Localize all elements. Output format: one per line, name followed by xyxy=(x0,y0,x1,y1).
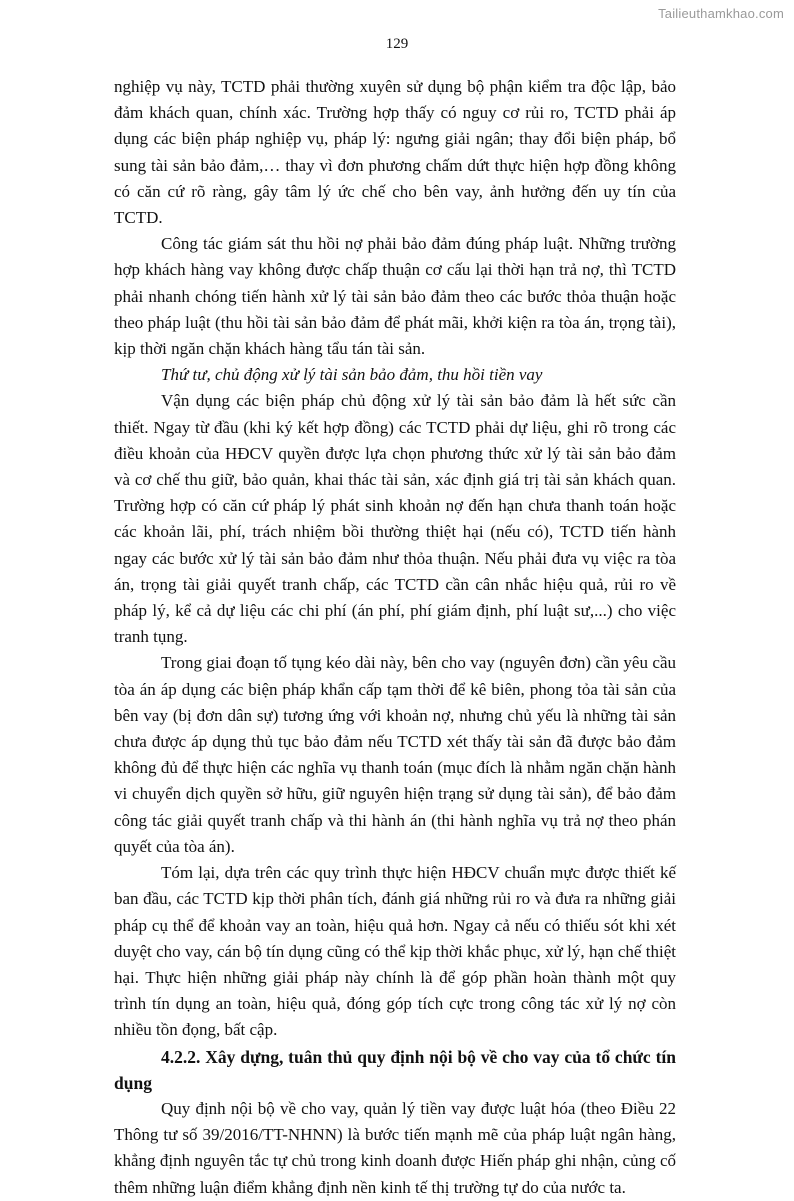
watermark: Tailieuthamkhao.com xyxy=(658,6,784,21)
page-number: 129 xyxy=(385,36,409,52)
document-body xyxy=(114,74,676,1201)
subheading-fourth: Thứ tư, chủ động xử lý tài sản bảo đảm, thu hồi tiền vay xyxy=(161,365,543,385)
paragraph-continuation: nghiệp vụ này, TCTD phải thường xuyên sử dụng bộ phận kiểm tra độc lập, bảo đảm khách quan, chính xác. Trường hợp thấy có nguy cơ rủi ro, TCTD phải áp dụng các biện pháp nghiệp vụ, pháp lý: ngưng giải ngân; thay đổi biện pháp, bổ sung tài sản bảo đảm,… thay vì đơn phương chấm dứt thực hiện hợp đồng không có căn cứ rõ ràng, gây tâm lý ức chế cho bên vay, ảnh hưởng đến uy tín của TCTD. xyxy=(114,77,676,228)
paragraph-debt-supervision: Công tác giám sát thu hồi nợ phải bảo đảm đúng pháp luật. Những trường hợp khách hàng vay không được chấp thuận cơ cấu lại thời hạn trả nợ, thì TCTD phải nhanh chóng tiến hành xử lý tài sản bảo đảm theo các bước thỏa thuận hoặc theo pháp luật (thu hồi tài sản bảo đảm để phát mãi, khởi kiện ra tòa án, trọng tài), kịp thời ngăn chặn khách hàng tẩu tán tài sản. xyxy=(114,234,676,359)
paragraph-collateral-handling: Vận dụng các biện pháp chủ động xử lý tài sản bảo đảm là hết sức cần thiết. Ngay từ đầu (khi ký kết hợp đồng) các TCTD phải dự liệu, ghi rõ trong các điều khoản của HĐCV quyền được lựa chọn phương thức xử lý tài sản bảo đảm và cơ chế thu giữ, bảo quản, khai thác tài sản, xác định giá trị tài sản khách quan. Trường hợp có căn cứ pháp lý phát sinh khoản nợ đến hạn chưa thanh toán hoặc các khoản lãi, phí, trách nhiệm bồi thường thiệt hại (nếu có), TCTD tiến hành ngay các bước xử lý tài sản bảo đảm như thỏa thuận. Nếu phải đưa vụ việc ra tòa án, trọng tài giải quyết tranh chấp, các TCTD cần cân nhắc hiệu quả, rủi ro về pháp lý, kể cả dự liệu các chi phí (án phí, phí giám định, phí luật sư,...) cho việc tranh tụng. xyxy=(114,391,676,647)
paragraph-summary: Tóm lại, dựa trên các quy trình thực hiện HĐCV chuẩn mực được thiết kế ban đầu, các TCTD kịp thời phân tích, đánh giá những rủi ro và đưa ra những giải pháp cụ thể để khoản vay an toàn, hiệu quả hơn. Ngay cả nếu có thiếu sót khi xét duyệt cho vay, cán bộ tín dụng cũng có thể kịp thời khắc phục, xử lý, hạn chế thiệt hại. Thực hiện những giải pháp này chính là để góp phần hoàn thành một quy trình tín dụng an toàn, hiệu quả, đóng góp tích cực trong công tác xử lý nợ còn nhiều tồn đọng, bất cập. xyxy=(114,863,676,1040)
section-heading: 4.2.2. Xây dựng, tuân thủ quy định nội bộ về cho vay của tổ chức tín dụng xyxy=(114,1046,676,1093)
paragraph-litigation: Trong giai đoạn tố tụng kéo dài này, bên cho vay (nguyên đơn) cần yêu cầu tòa án áp dụng các biện pháp khẩn cấp tạm thời để kê biên, phong tỏa tài sản của bên vay (bị đơn dân sự) tương ứng với khoản nợ, nhưng chủ yếu là những tài sản chưa được áp dụng thủ tục bảo đảm nếu TCTD xét thấy tài sản đã được bảo đảm không đủ để thực hiện các nghĩa vụ thanh toán (mục đích là nhằm ngăn chặn hành vi chuyển dịch quyền sở hữu, giữ nguyên hiện trạng sử dụng tài sản), để bảo đảm công tác giải quyết tranh chấp và thi hành án (thi hành nghĩa vụ trả nợ theo phán quyết của tòa án). xyxy=(114,653,676,856)
paragraph-internal-regulation: Quy định nội bộ về cho vay, quản lý tiền vay được luật hóa (theo Điều 22 Thông tư số 39/2016/TT-NHNN) là bước tiến mạnh mẽ của pháp luật ngân hàng, khẳng định nguyên tắc tự chủ trong kinh doanh được Hiến pháp ghi nhận, củng cố thêm những luận điểm khẳng định nền kinh tế thị trường tự do của nước ta. xyxy=(114,1098,676,1197)
